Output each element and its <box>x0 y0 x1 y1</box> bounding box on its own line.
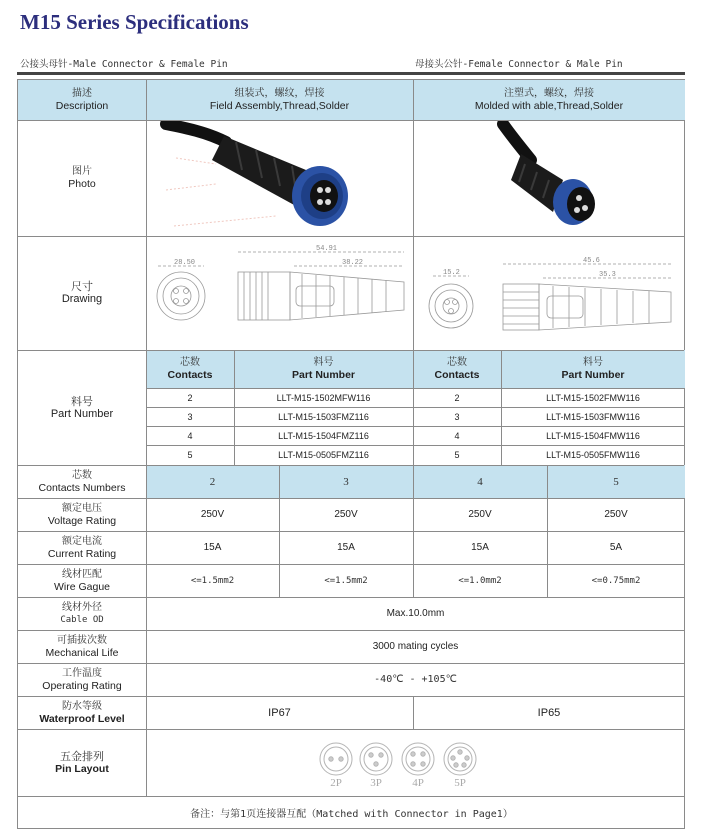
photo-male-connector <box>146 120 413 236</box>
current-label: 额定电流 Current Rating <box>47 535 117 560</box>
dim-length-left: 54.91 <box>316 245 338 253</box>
mechanical-life-label: 可插拔次数 Mechanical Life <box>45 634 119 659</box>
operating-temp-label: 工作温度 Operating Rating <box>42 667 122 692</box>
table-row-part-number: LLT-M15-1502FMW116 <box>546 392 640 403</box>
table-row-part-number: LLT-M15-0505FMW116 <box>546 450 640 460</box>
dim-width-right: 15.2 <box>443 269 460 277</box>
pin-label-2p: 2P <box>330 777 342 789</box>
header-male-connector: 组装式，螺纹，焊接 Field Assembly,Thread,Solder <box>146 80 413 120</box>
current-value: 5A <box>609 542 623 553</box>
pin-label-4p: 4P <box>412 777 424 789</box>
subtitle-male: 公接头母针-Male Connector & Female Pin <box>20 59 228 70</box>
dim-body-right: 35.3 <box>599 271 616 279</box>
pn-header-contacts-right: 芯数 Contacts <box>413 350 501 388</box>
drawing-label: 尺寸 Drawing <box>61 281 103 305</box>
pin-label-3p: 3P <box>370 777 382 789</box>
drawing-female-connector <box>413 236 685 350</box>
waterproof-label: 防水等级 Waterproof Level <box>39 700 125 725</box>
mechanical-life-value: 3000 mating cycles <box>372 641 459 652</box>
wire-gauge-label: 线材匹配 Wire Gague <box>53 568 111 593</box>
voltage-value: 250V <box>334 509 358 520</box>
contacts-number-cell: 3 <box>279 465 413 498</box>
pn-header-contacts-left: 芯数 Contacts <box>146 350 234 388</box>
dim-length-right: 45.6 <box>583 257 600 265</box>
part-number-label: 料号 Part Number <box>50 395 114 420</box>
current-value: 15A <box>337 542 355 553</box>
operating-temp-value: -40℃ - +105℃ <box>374 674 457 685</box>
contacts-number-cell: 2 <box>146 465 279 498</box>
table-row-contacts: 2 <box>187 392 193 403</box>
waterproof-male-value: IP67 <box>268 706 291 719</box>
dim-body-left: 38.22 <box>342 259 364 267</box>
pn-header-partnumber-right: 料号 Part Number <box>501 350 685 388</box>
drawing-male-connector <box>146 236 413 350</box>
waterproof-female-value: IP65 <box>537 706 561 719</box>
table-row-part-number: LLT-M15-1504FMW116 <box>546 430 640 441</box>
wire-gauge-value: <=0.75mm2 <box>591 575 641 586</box>
table-row-contacts: 3 <box>454 411 460 422</box>
photo-female-connector <box>413 120 685 236</box>
table-row-contacts: 5 <box>454 450 460 460</box>
wire-gauge-value: <=1.5mm2 <box>190 575 235 586</box>
pin-label-5p: 5P <box>454 777 466 789</box>
table-row-contacts: 4 <box>454 430 460 441</box>
table-row-contacts: 2 <box>454 392 460 403</box>
cable-od-label: 线材外径 Cable OD <box>60 601 104 625</box>
current-value: 15A <box>471 542 489 553</box>
table-row-part-number: LLT-M15-0505FMZ116 <box>278 450 369 460</box>
contacts-number-cell: 4 <box>413 465 547 498</box>
contacts-numbers-label: 芯数 Contacts Numbers <box>38 469 126 494</box>
pin-layout-label: 五金排列 Pin Layout <box>55 750 109 775</box>
table-row-contacts: 3 <box>187 411 193 422</box>
contacts-number-cell: 5 <box>547 465 685 498</box>
table-row-part-number: LLT-M15-1504FMZ116 <box>278 430 369 441</box>
table-row-part-number: LLT-M15-1503FMZ116 <box>278 411 369 422</box>
footer-note: 备注：与第1页连接器互配（Matched with Connector in Page1） <box>190 808 513 820</box>
dim-width-left: 28.50 <box>174 259 196 267</box>
voltage-label: 额定电压 Voltage Rating <box>47 502 117 527</box>
top-rule <box>17 72 685 75</box>
photo-label: 图片 Photo <box>68 166 96 190</box>
header-description: 描述 Description <box>18 80 146 120</box>
current-value: 15A <box>203 542 222 553</box>
voltage-value: 250V <box>468 509 492 520</box>
spec-table <box>17 79 685 829</box>
wire-gauge-value: <=1.5mm2 <box>324 575 368 586</box>
wire-gauge-value: <=1.0mm2 <box>458 575 502 586</box>
cable-od-value: Max.10.0mm <box>386 608 445 619</box>
subtitle-female: 母接头公针-Female Connector & Male Pin <box>415 59 623 70</box>
pin-layout-diagram <box>146 729 685 796</box>
pn-header-partnumber-left: 料号 Part Number <box>234 350 413 388</box>
table-row-part-number: LLT-M15-1503FMW116 <box>546 411 640 422</box>
table-row-contacts: 5 <box>187 450 193 460</box>
voltage-value: 250V <box>200 509 225 520</box>
page-title: M15 Series Specifications <box>20 10 249 34</box>
header-female-connector: 注塑式，螺纹，焊接 Molded with able,Thread,Solder <box>413 80 685 120</box>
table-row-contacts: 4 <box>187 430 193 441</box>
voltage-value: 250V <box>604 509 628 520</box>
table-row-part-number: LLT-M15-1502MFW116 <box>276 392 371 403</box>
